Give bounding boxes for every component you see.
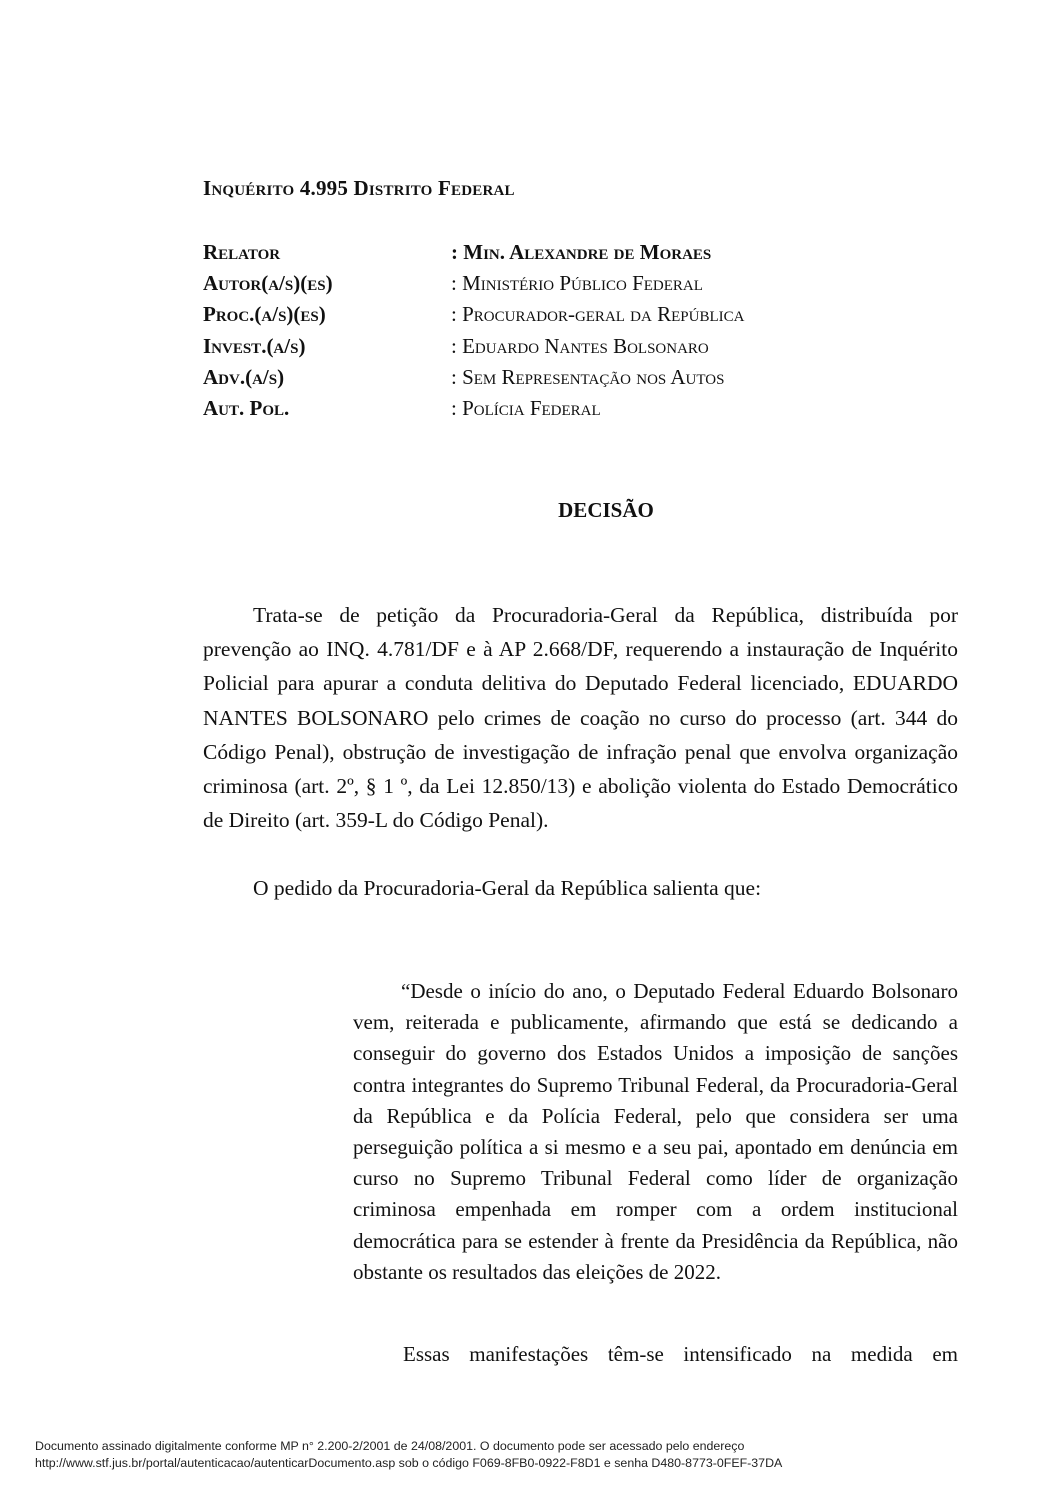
quote-paragraph: “Desde o início do ano, o Deputado Federal Eduardo Bolsonaro vem, reiterada e publicamente, afirmando que está se dedicando a conseguir do governo dos Estados Unidos a imposição de sanções contra integrantes do Supremo Tribunal Federal, da Procuradoria-Geral da República e da Polícia Federal, pelo que considera ser uma perseguição política a si mesmo e a seu pai, apontado em denúncia em curso no Supremo Tribunal Federal como líder de organização criminosa empenhada em romper com a ordem institucional democrática para se estender à frente da Presidência da República, não obstante os resultados das eleições de 2022.	[353, 979, 958, 1284]
party-value: : Eduardo Nantes Bolsonaro	[451, 333, 709, 358]
party-label: Proc.(a/s)(es)	[203, 302, 326, 327]
signature-footer	[35, 1438, 782, 1472]
party-row-adv	[203, 362, 903, 393]
party-row-proc	[203, 299, 903, 330]
document-title: Inquérito 4.995 Distrito Federal	[203, 176, 515, 200]
parties-block	[203, 237, 903, 424]
party-label: Invest.(a/s)	[203, 333, 306, 358]
party-label: Aut. Pol.	[203, 395, 290, 420]
party-value: : Procurador-geral da República	[451, 302, 745, 327]
party-value: : Ministério Público Federal	[451, 271, 703, 296]
party-row-aut-pol	[203, 393, 903, 424]
party-row-relator	[203, 237, 903, 268]
body-paragraph: Trata-se de petição da Procuradoria-Geral da República, distribuída por prevenção ao INQ. 4.781/DF e à AP 2.668/DF, requerendo a instauração de Inquérito Policial para apurar a conduta delitiva do Deputado Federal licenciado, EDUARDO NANTES BOLSONARO pelo crimes de coação no curso do processo (art. 344 do Código Penal), obstrução de investigação de infração penal que envolva organização criminosa (art. 2º, § 1 º, da Lei 12.850/13) e abolição violenta do Estado Democrático de Direito (art. 359-L do Código Penal).	[203, 603, 958, 833]
party-value: : Polícia Federal	[451, 395, 601, 420]
party-label: Autor(a/s)(es)	[203, 271, 333, 296]
party-row-invest	[203, 331, 903, 362]
party-value: : Sem Representação nos Autos	[451, 364, 725, 389]
party-label: Adv.(a/s)	[203, 364, 285, 389]
party-row-autor	[203, 268, 903, 299]
footer-line: Documento assinado digitalmente conforme MP n° 2.200-2/2001 de 24/08/2001. O documento pode ser acessado pelo endereço	[35, 1439, 745, 1453]
body-paragraph: O pedido da Procuradoria-Geral da República salienta que:	[253, 876, 762, 900]
decision-heading: DECISÃO	[558, 498, 654, 522]
footer-line: http://www.stf.jus.br/portal/autenticacao/autenticarDocumento.asp sob o código F069-8FB0-0922-F8D1 e senha D480-8773-0FEF-37DA	[35, 1456, 783, 1470]
quote-paragraph: Essas manifestações têm-se intensificado na medida em	[403, 1342, 958, 1366]
party-value: : Min. Alexandre de Moraes	[451, 240, 712, 264]
party-label: Relator	[203, 240, 281, 264]
